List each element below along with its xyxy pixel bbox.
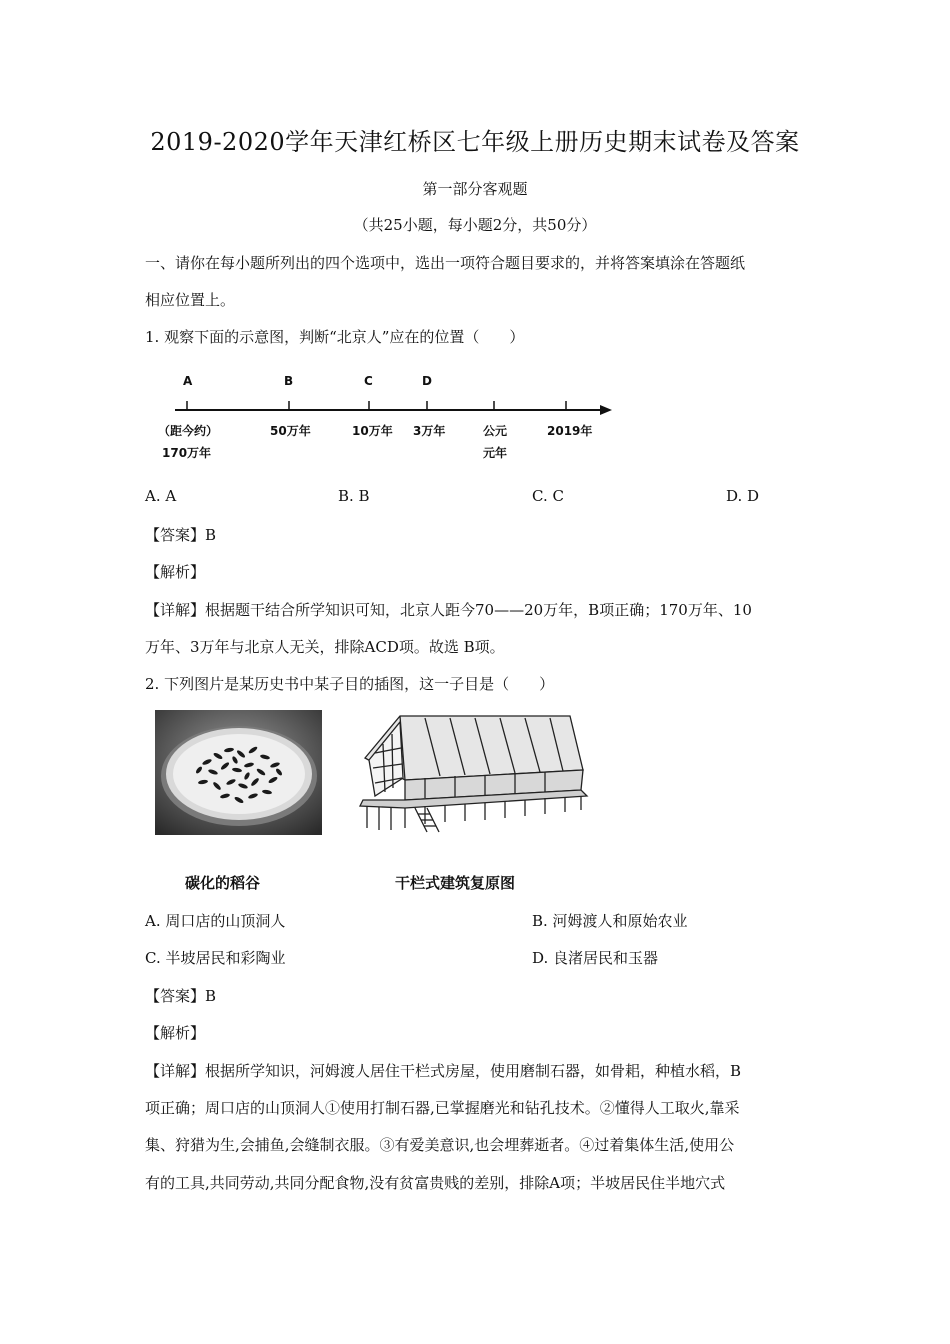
q2-option-c: C. 半坡居民和彩陶业 xyxy=(145,949,286,967)
timeline-axis xyxy=(150,365,630,465)
q2-detail-line-2: 项正确；周口店的山顶洞人①使用打制石器,已掌握磨光和钻孔技术。②懂得人工取火,靠采 xyxy=(145,1099,740,1117)
instruction-line-1: 一、请你在每小题所列出的四个选项中，选出一项符合题目要求的，并将答案填涂在答题纸 xyxy=(145,254,746,272)
q1-detail-line-1: 【详解】根据题干结合所学知识可知，北京人距今70——20万年，B项正确；170万年、10 xyxy=(145,601,752,619)
q2-option-b: B. 河姆渡人和原始农业 xyxy=(532,912,688,930)
section-note: （共25小题，每小题2分，共50分） xyxy=(353,216,597,234)
caption-carbonized-rice: 碳化的稻谷 xyxy=(185,874,261,892)
q1-detail-line-2: 万年、3万年与北京人无关，排除ACD项。故选 B项。 xyxy=(145,638,505,656)
timeline-label-10: 10万年 xyxy=(352,424,393,438)
q2-detail-line-3: 集、狩猎为生,会捕鱼,会缝制衣服。③有爱美意识,也会埋葬逝者。④过着集体生活,使用公 xyxy=(145,1136,735,1154)
caption-stilt-house: 干栏式建筑复原图 xyxy=(395,874,516,892)
timeline-label-50: 50万年 xyxy=(270,424,311,438)
timeline-label-2019: 2019年 xyxy=(547,424,593,438)
timeline-label-170: 170万年 xyxy=(162,446,212,460)
timeline-point-d: D xyxy=(422,374,432,388)
section-heading: 第一部分客观题 xyxy=(422,180,528,198)
q2-option-d: D. 良渚居民和玉器 xyxy=(532,949,659,967)
q2-answer: 【答案】B xyxy=(145,987,217,1005)
q1-timeline-figure xyxy=(150,365,630,465)
timeline-label-3: 3万年 xyxy=(413,424,446,438)
timeline-point-a: A xyxy=(183,374,193,388)
q1-stem: 1. 观察下面的示意图，判断“北京人”应在的位置（ ） xyxy=(145,328,525,346)
timeline-label-yuannian: 元年 xyxy=(483,446,508,460)
q1-option-a: A. A xyxy=(145,487,177,505)
instruction-line-2: 相应位置上。 xyxy=(145,291,236,309)
q2-option-a: A. 周口店的山顶洞人 xyxy=(145,912,286,930)
q1-answer: 【答案】B xyxy=(145,526,217,544)
q2-stem: 2. 下列图片是某历史书中某子目的插图，这一子目是（ ） xyxy=(145,675,555,693)
q2-analysis-heading: 【解析】 xyxy=(145,1024,206,1042)
page-title: 2019-2020学年天津红桥区七年级上册历史期末试卷及答案 xyxy=(150,128,800,156)
timeline-point-b: B xyxy=(284,374,294,388)
stilt-house-image xyxy=(345,708,590,833)
q1-option-d: D. D xyxy=(726,487,760,505)
q2-detail-line-4: 有的工具,共同劳动,共同分配食物,没有贫富贵贱的差别，排除A项；半坡居民住半地穴式 xyxy=(145,1174,726,1192)
timeline-label-ago: （距今约） xyxy=(158,424,219,438)
q2-detail-line-1: 【详解】根据所学知识，河姆渡人居住干栏式房屋，使用磨制石器，如骨耜，种植水稻，B xyxy=(145,1062,742,1080)
timeline-point-c: C xyxy=(364,374,373,388)
q1-option-c: C. C xyxy=(532,487,564,505)
timeline-label-gongyuan: 公元 xyxy=(483,424,508,438)
q1-option-b: B. B xyxy=(338,487,370,505)
carbonized-rice-image xyxy=(155,710,322,835)
q1-analysis-heading: 【解析】 xyxy=(145,563,206,581)
